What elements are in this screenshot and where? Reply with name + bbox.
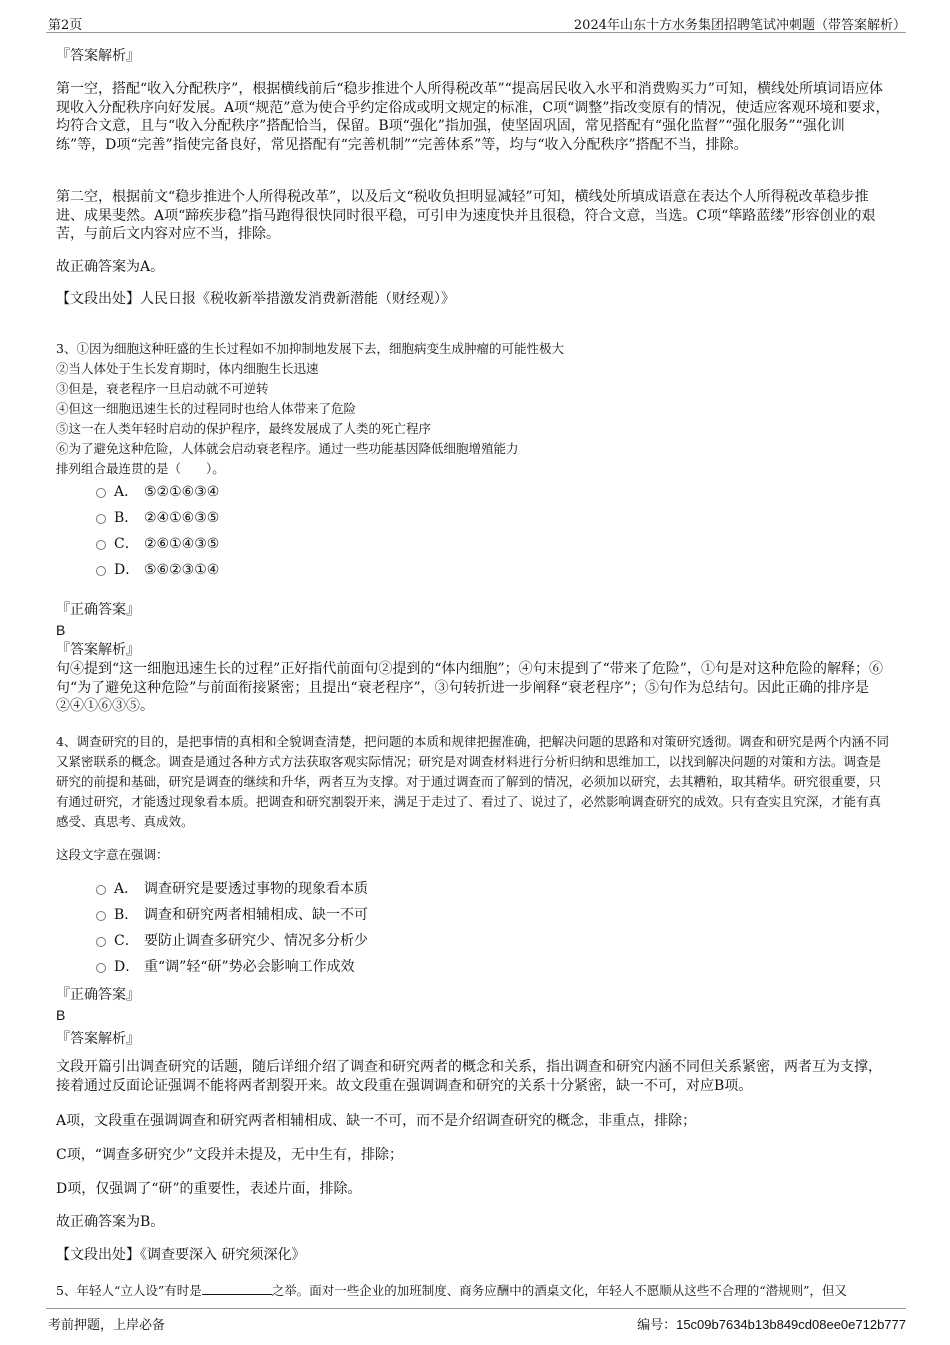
q3-correct-label: 『正确答案』 [56, 602, 140, 618]
q4-question: 这段文字意在强调： [56, 847, 169, 862]
radio-icon[interactable] [96, 937, 106, 947]
page-header [0, 0, 950, 32]
q3-option-c[interactable]: C． ②⑥①④③⑤ [96, 534, 696, 560]
q3-answer-block [56, 600, 892, 716]
q3-option-b[interactable]: B． ②④①⑥③⑤ [96, 508, 696, 534]
q5-stem: 5、年轻人“立人设”有时是 之举。面对一些企业的加班制度、商务应酬中的酒桌文化，年轻人不愿顺从这些不合理的“潜规则”，但又 [56, 1283, 848, 1298]
q3-stem [56, 339, 892, 479]
q4-stem: 4、调查研究的目的，是把事情的真相和全貌调查清楚，把问题的本质和规律把握准确，把解决问题的思路和对策研究透彻。调查和研究是两个内涵不同又紧密联系的概念。调查是通过各种方式方法获取客观实际情况；研究是对调查材料进行分析归纳和思维加工，以找到解决问题的对策和方法。调查是研究的前提和基础，研究是调查的继续和升华，两者互为支撑。对于通过调查而了解到的情况，必须加以研究，去其糟粕，取其精华。研究很重要，只有通过研究，才能透过现象看本质。把调查和研究割裂开来，满足于走过了、看过了、说过了，必然影响调查研究的成效。只有查实且究深，才能有真感受、真思考、真成效。 [56, 734, 889, 829]
q4-option-a[interactable]: A． 调查研究是要透过事物的现象看本质 [96, 879, 696, 905]
footer-code-value: 15c09b7634b13b849cd08ee0e712b777 [676, 1317, 906, 1332]
q4-source: 【文段出处】《调查要深入 研究须深化》 [56, 1247, 306, 1263]
footer-code [637, 1314, 906, 1333]
q3-option-d[interactable]: D． ⑤⑥②③①④ [96, 560, 696, 586]
q4-correct-answer: B [56, 1007, 66, 1023]
q4-analysis3: C项，“调查多研究少”文段并未提及，无中生有，排除； [56, 1147, 404, 1163]
radio-icon[interactable] [96, 911, 106, 921]
q4-conclusion: 故正确答案为B。 [56, 1214, 165, 1230]
q4-analysis2: A项，文段重在强调调查和研究两者相辅相成、缺一不可，而不是介绍调查研究的概念，非重点，排除； [56, 1113, 697, 1129]
footer-slogan: 考前押题，上岸必备 [48, 1318, 166, 1333]
radio-icon[interactable] [96, 963, 106, 973]
q4-correct-label: 『正确答案』 [56, 987, 140, 1003]
q3-line: ②当人体处于生长发育期时，体内细胞生长迅速 [56, 361, 319, 376]
page-footer [0, 1308, 950, 1345]
q2-source: 【文段出处】人民日报《税收新举措激发消费新潜能（财经观）》 [56, 291, 455, 307]
q4-option-b[interactable]: B． 调查和研究两者相辅相成、缺一不可 [96, 905, 696, 931]
page-number: 第2页 [48, 18, 83, 33]
q3-line: 3、①因为细胞这种旺盛的生长过程如不加抑制地发展下去，细胞病变生成肿瘤的可能性极大 [56, 341, 564, 356]
radio-icon[interactable] [96, 514, 106, 524]
q4-option-c[interactable]: C． 要防止调查多研究少、情况多分析少 [96, 931, 696, 957]
q2-analysis-label: 『答案解析』 [56, 48, 140, 64]
q2-conclusion: 故正确答案为A。 [56, 259, 165, 275]
q4-analysis-label: 『答案解析』 [56, 1031, 140, 1047]
header-divider [46, 32, 906, 33]
q2-analysis-para1: 第一空，搭配“收入分配秩序”，根据横线前后“稳步推进个人所得税改革”“提高居民收入水平和消费购买力”可知，横线处所填词语应体现收入分配秩序向好发展。A项“规范”意为使合乎约定俗成或明文规定的标准，C项“调整”指改变原有的情况，使适应客观环境和要求，均符合文意，且与“收入分配秩序”搭配恰当，保留。B项“强化”指加强，使坚固巩固，常见搭配有“强化监督”“强化服务”“强化训练”等，D项“完善”指使完备良好，常见搭配有“完善机制”“完善体系”等，均与“收入分配秩序”搭配不当，排除。 [56, 81, 890, 153]
fill-blank [202, 1282, 272, 1295]
q3-line: ③但是，衰老程序一旦启动就不可逆转 [56, 381, 269, 396]
q3-analysis: 句④提到“这一细胞迅速生长的过程”正好指代前面句②提到的“体内细胞”；④句末提到了“带来了危险”，①句是对这种危险的解释；⑥句“为了避免这种危险”与前面衔接紧密；且提出“衰老程序”，③句转折进一步阐释“衰老程序”；⑤句作为总结句。因此正确的排序是②④①⑥③⑤。 [56, 661, 883, 714]
q3-option-a[interactable]: A． ⑤②①⑥③④ [96, 482, 696, 508]
footer-divider [46, 1308, 906, 1309]
q4-answer-block [56, 985, 892, 1049]
radio-icon[interactable] [96, 566, 106, 576]
radio-icon[interactable] [96, 488, 106, 498]
q4-options [96, 879, 696, 983]
q3-correct-answer: B [56, 622, 66, 638]
radio-icon[interactable] [96, 885, 106, 895]
q3-line: ⑥为了避免这种危险，人体就会启动衰老程序。通过一些功能基因降低细胞增殖能力 [56, 441, 519, 456]
q2-analysis-para2: 第二空，根据前文“稳步推进个人所得税改革”，以及后文“税收负担明显减轻”可知，横线处所填成语意在表达个人所得税改革稳步推进、成果斐然。A项“蹄疾步稳”指马跑得很快同时很平稳，可引申为速度快并且很稳，符合文意，当选。C项“筚路蓝缕”形容创业的艰苦，与前后文内容对应不当，排除。 [56, 189, 876, 242]
q4-option-d[interactable]: D． 重“调”轻“研”势必会影响工作成效 [96, 957, 696, 983]
document-title: 2024年山东十方水务集团招聘笔试冲刺题（带答案解析） [573, 18, 906, 33]
footer-code-label: 编号： [637, 1318, 677, 1333]
radio-icon[interactable] [96, 540, 106, 550]
q3-options [96, 482, 696, 586]
q2-analysis-label-block [56, 46, 892, 66]
q3-analysis-label: 『答案解析』 [56, 642, 140, 658]
q3-line: ④但这一细胞迅速生长的过程同时也给人体带来了危险 [56, 401, 357, 416]
q4-analysis1: 文段开篇引出调查研究的话题，随后详细介绍了调查和研究两者的概念和关系，指出调查和研究内涵不同但关系紧密，两者互为支撑，接着通过反面论证强调不能将两者割裂开来。故文段重在强调调查和研究的关系十分紧密，缺一不可，对应B项。 [56, 1059, 882, 1094]
q4-analysis4: D项，仅强调了“研”的重要性，表述片面，排除。 [56, 1181, 362, 1197]
q3-line: 排列组合最连贯的是（ ）。 [56, 461, 225, 476]
q3-line: ⑤这一在人类年轻时启动的保护程序，最终发展成了人类的死亡程序 [56, 421, 432, 436]
